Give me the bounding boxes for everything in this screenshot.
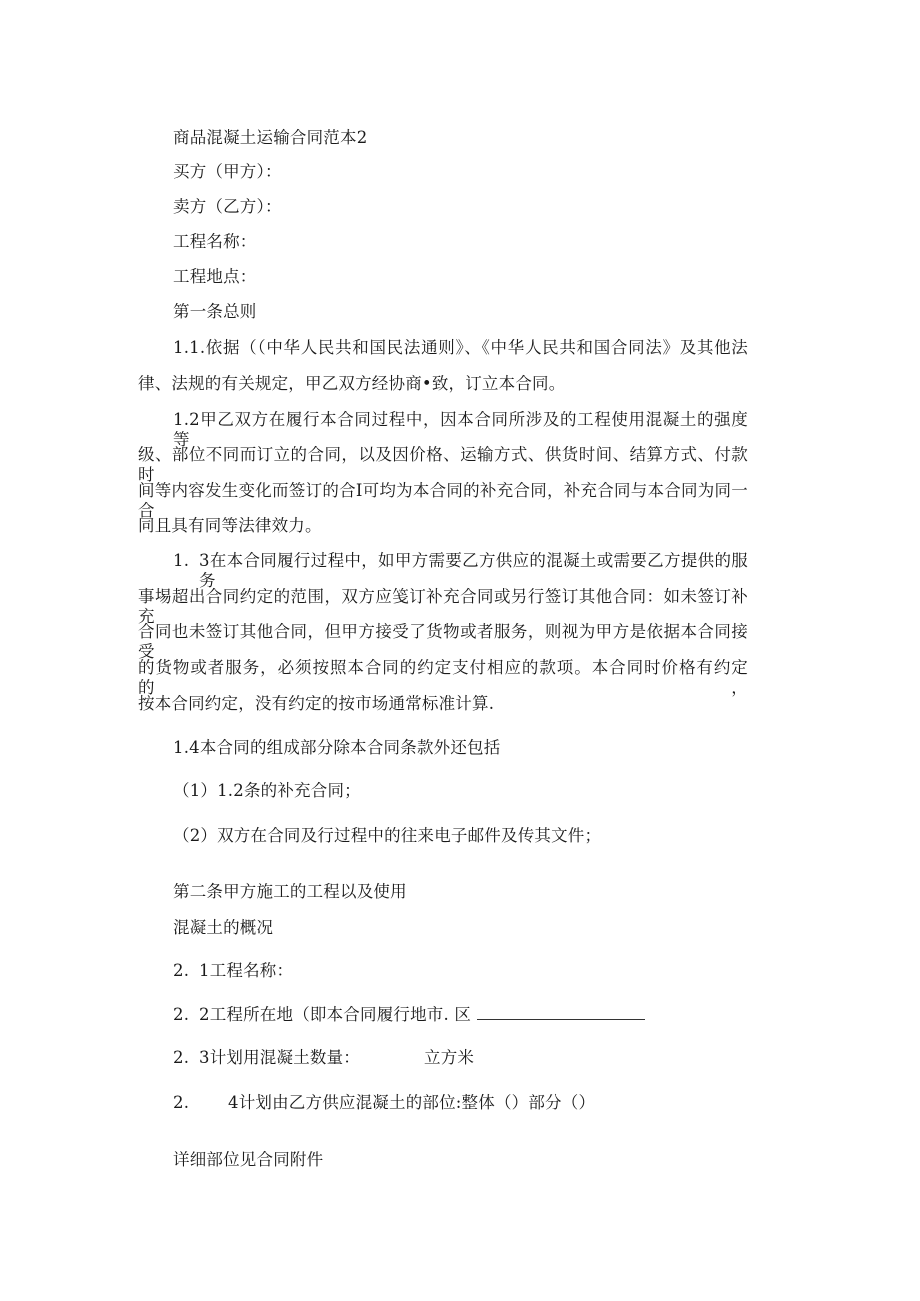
clause-1-3-line3: 合同也未签订其他合同，但甲方接受了货物或者服务，则视为甲方是依据本合同接受: [138, 622, 748, 661]
section-2-3-unit: 立方米: [424, 1048, 475, 1067]
clause-1-3-number: 1.: [173, 551, 190, 570]
clause-1-3-line4: 的货物或者服务，必须按照本合同的约定支付相应的款项。本合同时价格有约定的，: [138, 658, 748, 697]
clause-1-1-line2: 律、法规的有关规定，甲乙双方经协商•致，订立本合同。: [138, 374, 566, 393]
article1-heading: 第一条总则: [173, 302, 257, 321]
detail-note: 详细部位见合同附件: [173, 1150, 324, 1169]
section-2-3-text: 3计划用混凝土数量：: [199, 1048, 360, 1067]
section-2-4-number: 2.: [173, 1093, 190, 1112]
fill-in-blank: [477, 1005, 645, 1020]
section-2-4-text: 4计划由乙方供应混凝土的部位:整体（）部分（）: [228, 1093, 596, 1112]
project-name-line: 工程名称：: [173, 232, 257, 251]
section-2-2-text: 2工程所在地（即本合同履行地市. 区: [199, 1005, 472, 1024]
clause-1-2-line3: 间等内容发生变化而签订的合Ⅰ可均为本合同的补充合同，补充合同与本合同为同一合: [138, 481, 748, 520]
clause-1-3-line5: 按本合同约定，没有约定的按市场通常标准计算.: [138, 694, 495, 713]
clause-1-3-line2: 事埸超出合同约定的范围，双方应笺订补充合同或另行签订其他合同：如未签订补充: [138, 587, 748, 626]
list-item-1: （1）1.2条的补充合同；: [173, 781, 361, 800]
clause-1-4: 1.4本合同的组成部分除本合同条款外还包括: [173, 738, 501, 757]
buyer-line: 买方（甲方）：: [173, 162, 282, 181]
clause-1-2-line1: 1.2甲乙双方在履行本合同过程中，因本合同所涉及的工程使用混凝土的强度等: [173, 410, 748, 449]
clause-1-3-line1: 3在本合同履行过程中，如甲方需要乙方供应的混凝土或需要乙方提供的服务: [199, 551, 748, 590]
section-2-1-text: 1工程名称：: [199, 961, 294, 980]
clause-1-2-line4: 同且具有同等法律效力。: [138, 516, 322, 535]
section-2-2-row: [199, 1005, 645, 1025]
clause-1-1-line1: 1.1.依据（（中华人民共和国民法通则》、《中华人民共和国合同法》及其他法: [173, 338, 748, 357]
document-title: 商品混凝土运输合同范本2: [173, 128, 368, 147]
project-location-line: 工程地点：: [173, 267, 257, 286]
clause-1-2-line2: 级、部位不同而订立的合同，以及因价格、运输方式、供货时间、结算方式、付款时: [138, 445, 748, 484]
seller-line: 卖方（乙方）：: [173, 197, 282, 216]
section-2-3-number: 2.: [173, 1048, 190, 1067]
article2-heading-line1: 第二条甲方施工的工程以及使用: [173, 882, 407, 901]
section-2-1-number: 2.: [173, 961, 190, 980]
article2-heading-line2: 混凝土的概况: [173, 918, 274, 937]
section-2-2-number: 2.: [173, 1005, 190, 1024]
list-item-2: （2）双方在合同及行过程中的往来电子邮件及传其文件；: [173, 826, 602, 845]
